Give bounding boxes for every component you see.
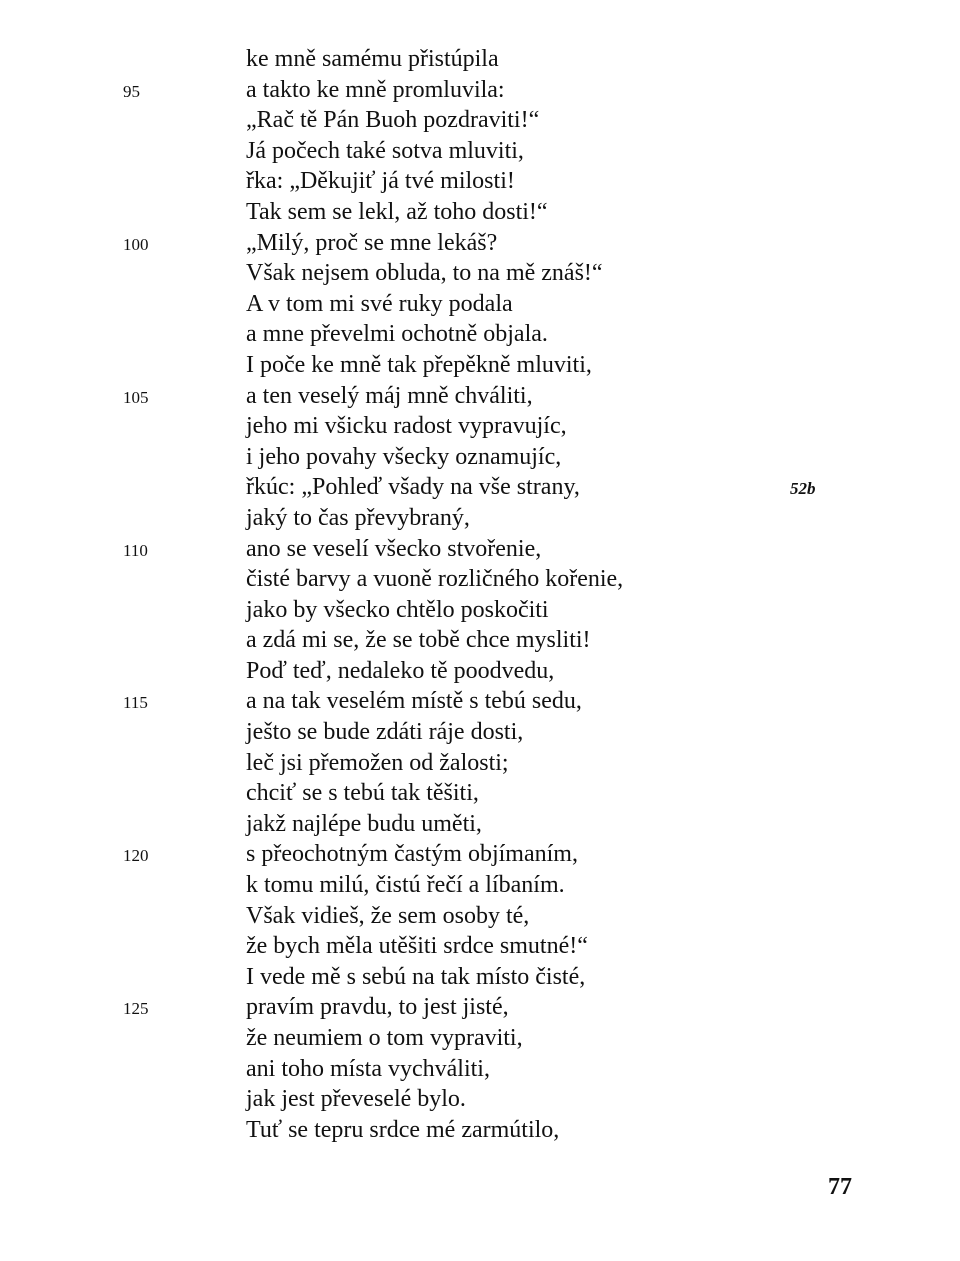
verse-text: a takto ke mně promluvila: [246,76,505,103]
verse-text: jako by všecko chtělo poskočiti [246,596,549,623]
verse-text: I vede mě s sebú na tak místo čisté, [246,963,586,990]
line-number: 125 [123,999,149,1019]
verse-text: ješto se bude zdáti ráje dosti, [246,719,524,746]
verse-text: s přeochotným častým objímaním, [246,841,578,868]
verse-line [246,472,816,503]
verse-text: že bych měla utěšiti srdce smutné!“ [246,933,588,960]
verse-line [246,656,623,687]
verse-line [246,258,623,289]
verse-lines [123,44,816,1145]
verse-text: že neumiem o tom vypraviti, [246,1025,523,1051]
folio-marker: 52b [790,479,816,499]
verse-text: řka: „Děkujiť já tvé milosti! [246,168,515,195]
verse-text: chciť se s tebú tak těšiti, [246,780,479,807]
verse-text: k tomu milú, čistú řečí a líbaním. [246,872,565,899]
verse-text: i jeho povahy všecky oznamujíc, [246,443,562,470]
verse-line [246,136,623,167]
verse-text: „Milý, proč se mne lekáš? [246,229,498,256]
verse-text: a mne převelmi ochotně objala. [246,321,548,348]
verse-text: a zdá mi se, že se tobě chce mysliti! [246,627,591,654]
line-number: 120 [123,846,149,866]
verse-line [246,442,623,473]
verse-text: Tak sem se lekl, až toho dosti!“ [246,198,548,225]
line-number: 100 [123,234,149,254]
verse-text: čisté barvy a vuoně rozličného kořenie, [246,566,624,593]
line-number: 105 [123,387,149,407]
verse-text: ke mně samému přistúpila [246,46,499,72]
verse-line [246,411,623,442]
verse-text: a na tak veselém místě s tebú sedu, [246,688,582,715]
verse-text: jaký to čas převybraný, [246,504,470,531]
verse-line [246,931,623,962]
verse-text: jakž najlépe budu uměti, [246,810,482,837]
verse-text: Já počech také sotva mluviti, [246,137,524,164]
verse-text: jeho mi všicku radost vypravujíc, [246,413,567,440]
verse-line [246,962,623,993]
verse-text: pravím pravdu, to jest jisté, [246,994,509,1021]
verse-text: jak jest převeselé bylo. [246,1086,466,1113]
verse-line [246,748,623,779]
verse-text: Tuť se tepru srdce mé zarmútilo, [246,1116,560,1143]
verse-text: a ten veselý máj mně chváliti, [246,382,533,409]
line-number: 110 [123,540,148,560]
verse-line [123,686,623,717]
line-number: 115 [123,693,148,713]
verse-line [246,289,623,320]
line-number: 95 [123,81,140,101]
verse-text: Poď teď, nedaleko tě poodvedu, [246,657,555,684]
verse-text: I poče ke mně tak přepěkně mluviti, [246,351,592,378]
verse-line [246,503,623,534]
verse-text: ano se veselí všecko stvořenie, [246,535,542,562]
verse-line [123,228,623,259]
verse-text: Však vidieš, že sem osoby té, [246,902,530,929]
verse-line [246,564,623,595]
verse-line [246,197,623,228]
verse-line [246,595,623,626]
page-number: 77 [828,1174,852,1200]
verse-line [246,1023,623,1054]
verse-line [123,534,623,565]
verse-line [246,166,623,197]
verse-line [246,778,623,809]
verse-line [246,105,623,136]
verse-line [246,901,623,932]
verse-text: A v tom mi své ruky podala [246,290,513,317]
verse-line [246,809,623,840]
verse-line [123,381,623,412]
verse-line [123,839,623,870]
verse-line [246,1084,623,1115]
verse-line [246,1115,623,1146]
verse-line [123,992,623,1023]
verse-text: Však nejsem obluda, to na mě znáš!“ [246,260,603,287]
verse-line [246,44,623,75]
verse-text: „Rač tě Pán Buoh pozdraviti!“ [246,107,540,134]
verse-line [246,350,623,381]
verse-line [246,870,623,901]
verse-line [246,717,623,748]
verse-text: ani toho místa vychváliti, [246,1055,490,1082]
verse-line [246,1054,623,1085]
verse-line [123,75,623,106]
verse-text: leč jsi přemožen od žalosti; [246,749,509,776]
verse-line [246,319,623,350]
verse-line [246,625,623,656]
verse-text: řkúc: „Pohleď všady na vše strany, [246,474,580,501]
